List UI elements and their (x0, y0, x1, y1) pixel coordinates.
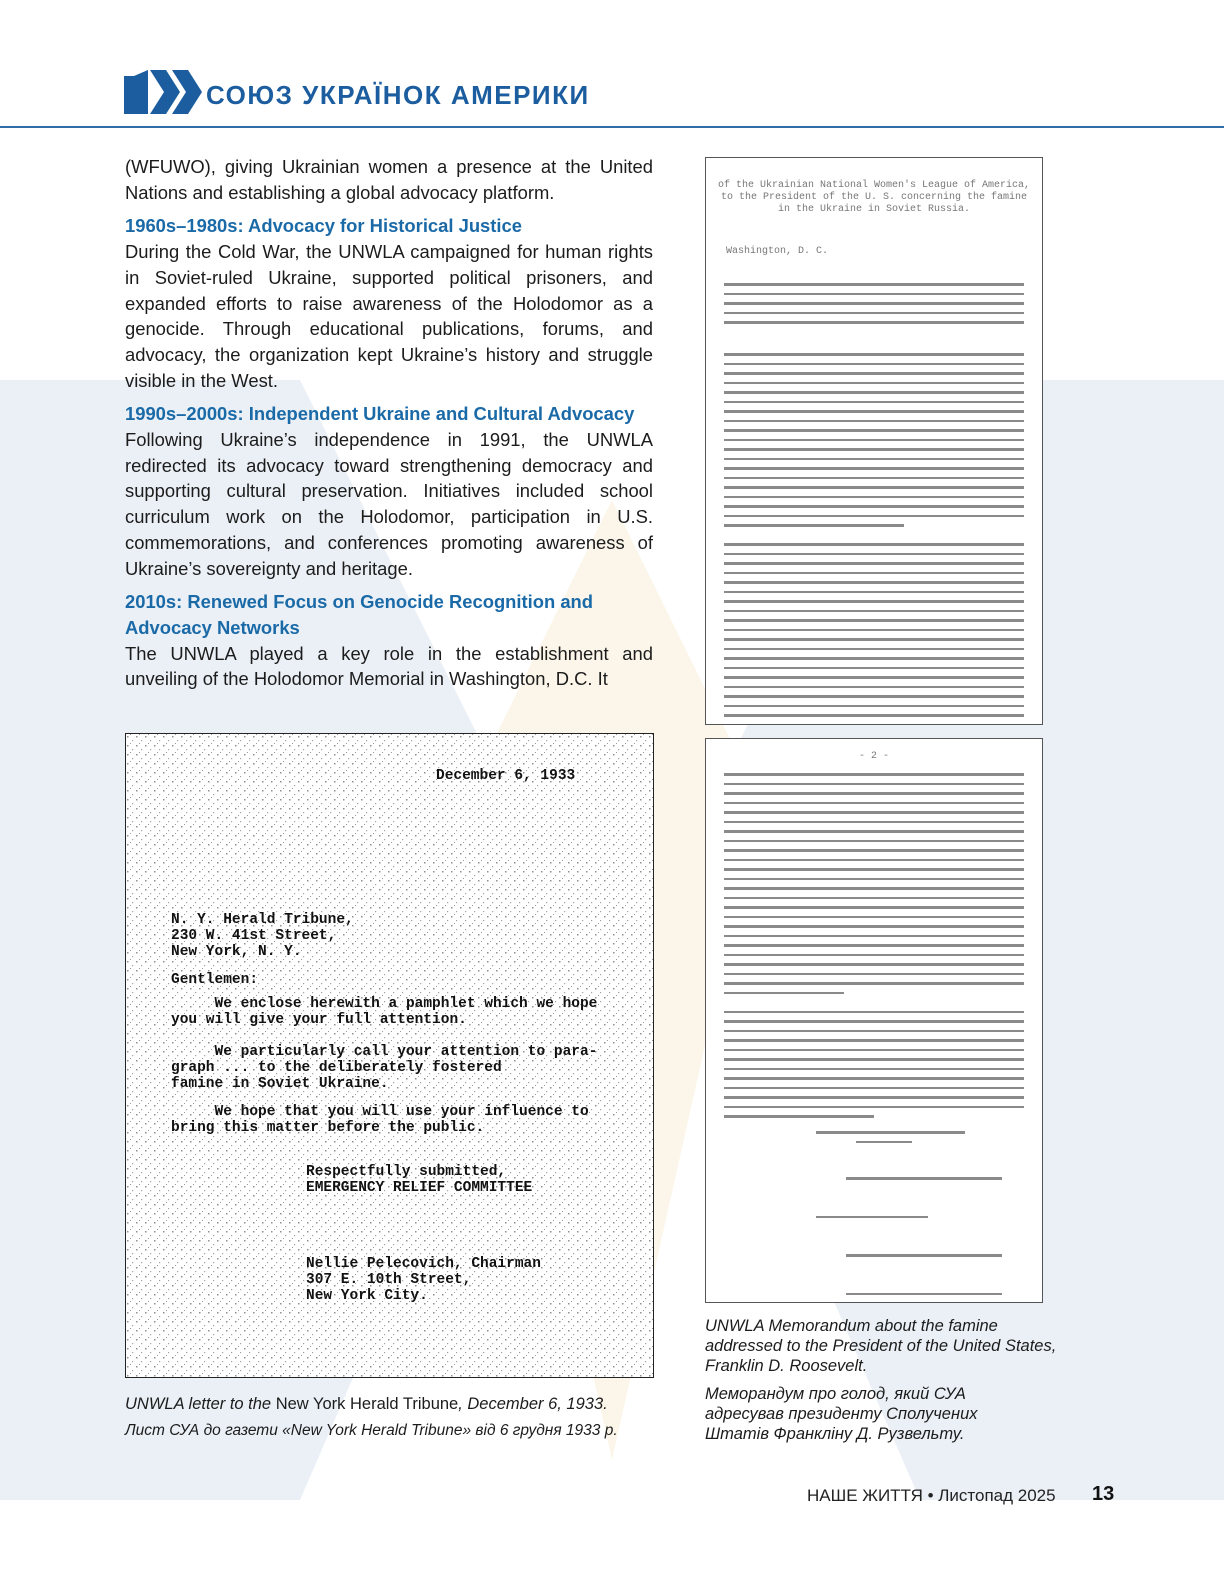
caption-letter-en-part2: , December 6, 1933. (458, 1395, 608, 1413)
memorandum-text-block-1 (724, 283, 1024, 331)
paragraph-1990s: Following Ukraine’s independence in 1991, the UNWLA redirected its advocacy toward strengthening democracy and supporting cultural preservation. Initiatives included school curriculum work on the Holodomor, participation in U.S. commemorations, and conferences promoting awareness of Ukraine’s sovereignty and heritage. (125, 429, 653, 579)
article-body (125, 154, 653, 700)
unwla-logo-icon (124, 70, 212, 114)
memorandum-page-2 (705, 738, 1043, 1303)
page-number: 13 (1092, 1483, 1115, 1505)
letter-closing: Respectfully submitted, EMERGENCY RELIEF COMMITTEE (306, 1164, 533, 1196)
section-heading-2010s: 2010s: Renewed Focus on Genocide Recognition and Advocacy Networks (125, 591, 594, 638)
letter-date: December 6, 1933 (436, 768, 576, 784)
letter-scan-1933 (125, 733, 654, 1378)
memorandum-address: Washington, D. C. (726, 246, 829, 257)
organization-name: СОЮЗ УКРАЇНОК АМЕРИКИ (206, 80, 590, 110)
memorandum-page-2-text (724, 773, 1024, 1125)
memorandum-page-1 (705, 157, 1043, 725)
memorandum-heading: of the Ukrainian National Women's League of America, to the President of the U. S. concerning the famine in the Ukraine in Soviet Russia. (717, 180, 1031, 215)
paragraph-1960s: During the Cold War, the UNWLA campaigned for human rights in Soviet-ruled Ukraine, supported political prisoners, and expanded efforts to raise awareness of the Holodomor as a genocide. Through educational publications, forums, and advocacy, the organization kept Ukraine’s history and struggle visible in the West. (125, 241, 653, 391)
caption-letter-en (125, 1394, 665, 1414)
letter-body-3: We hope that you will use your influence to bring this matter before the public. (171, 1104, 589, 1136)
paragraph-intro: (WFUWO), giving Ukrainian women a presence at the United Nations and establishing a global advocacy platform. (125, 156, 653, 203)
section-heading-1960s: 1960s–1980s: Advocacy for Historical Justice (125, 215, 522, 237)
paragraph-2010s: The UNWLA played a key role in the establishment and unveiling of the Holodomor Memorial in Washington, D.C. It (125, 642, 653, 690)
caption-memorandum-en: UNWLA Memorandum about the famine addressed to the President of the United States, Franklin D. Roosevelt. (705, 1317, 1057, 1375)
letter-recipient-address: N. Y. Herald Tribune, 230 W. 41st Street, New York, N. Y. (171, 912, 354, 960)
caption-memorandum-uk: Меморандум про голод, який СУА адресував президенту Сполучених Штатів Франкліну Д. Рузвельту. (705, 1385, 978, 1443)
footer-publication: НАШЕ ЖИТТЯ • Листопад 2025 (807, 1486, 1056, 1505)
letter-salutation: Gentlemen: (171, 972, 259, 988)
memorandum-page-number: - 2 - (858, 751, 889, 762)
caption-letter-uk: Лист СУА до газети «New York Herald Tribune» від 6 грудня 1933 р. (125, 1422, 618, 1439)
caption-letter-en-part1: UNWLA letter to the (125, 1395, 276, 1413)
letter-signature: Nellie Pelecovich, Chairman 307 E. 10th Street, New York City. (306, 1256, 541, 1304)
memorandum-text-block-2 (724, 353, 1024, 725)
letter-body-2: We particularly call your attention to para- graph ... to the deliberately fostered famine in Soviet Ukraine. (171, 1044, 598, 1092)
memorandum-signatures (816, 1131, 1002, 1302)
caption-letter-newspaper: New York Herald Tribune (275, 1395, 459, 1413)
letter-body-1: We enclose herewith a pamphlet which we hope you will give your full attention. (171, 996, 598, 1028)
page-header (0, 60, 1224, 128)
section-heading-1990s: 1990s–2000s: Independent Ukraine and Cultural Advocacy (125, 403, 635, 425)
